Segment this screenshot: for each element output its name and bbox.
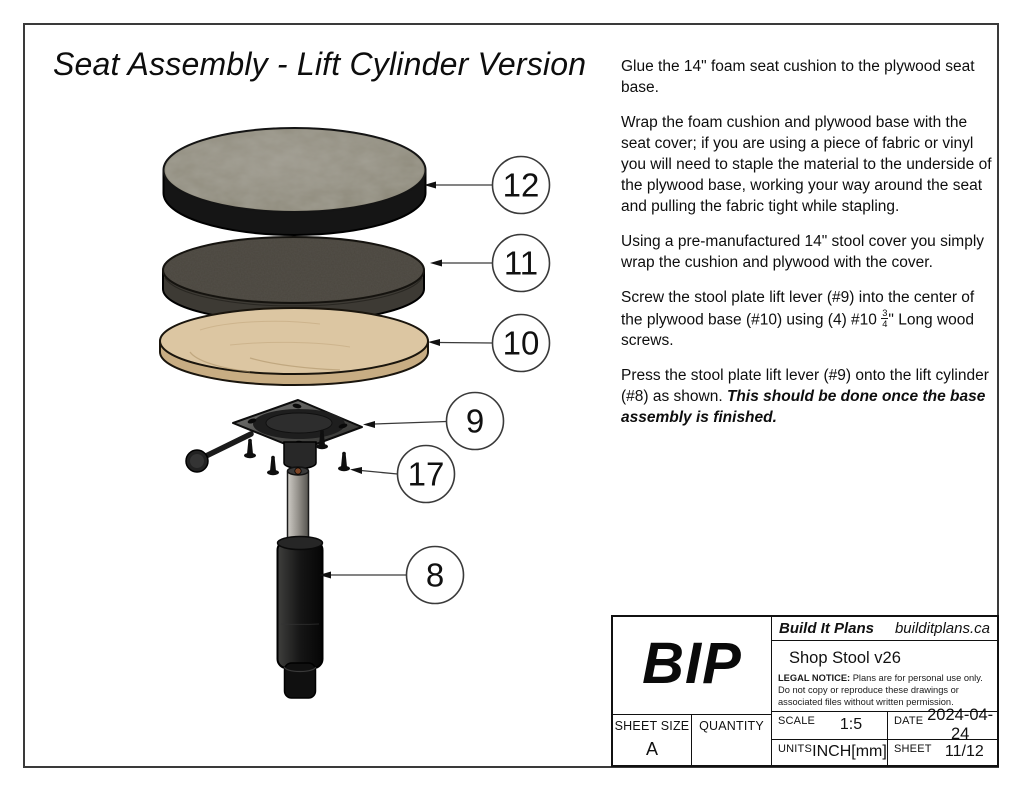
scale-date-row	[772, 706, 997, 744]
lever-rod	[206, 434, 251, 456]
cylinder-body	[278, 541, 323, 668]
scale-cell	[772, 712, 888, 739]
instruction-text: Wrap the foam cushion and plywood base with the seat cover; if you are using a piece of fabric or vinyl you will need to staple the material to the underside of the plywood base, working your way around the seat and pulling the fabric tight while stapling.	[621, 114, 992, 215]
fraction-denominator: 4	[882, 319, 888, 330]
date-cell	[888, 706, 997, 744]
piston-top-dot	[295, 468, 301, 474]
quantity-label: QUANTITY	[699, 719, 764, 733]
instruction-text: Using a pre-manufactured 14" stool cover you simply wrap the cushion and plywood with the cover.	[621, 233, 985, 271]
instruction-text-emphasis: This should be done once the base assembly is finished.	[621, 388, 986, 427]
company-website: builditplans.ca	[894, 620, 990, 638]
sheet-size-value: A	[645, 739, 658, 759]
callout-number-17: 17	[407, 455, 445, 493]
bip-logo: BIP	[642, 631, 742, 696]
fraction-numerator: 3	[882, 308, 888, 318]
units-value: INCH[mm]	[812, 743, 887, 761]
quantity-cell	[692, 715, 771, 765]
title-block-left-bottom	[613, 715, 771, 765]
leader-line-10	[439, 343, 493, 344]
callout-balloons	[398, 157, 550, 604]
project-cell	[772, 641, 997, 712]
lift-cylinder	[278, 467, 323, 698]
units-sheet-row	[772, 739, 997, 765]
lever-knob-face	[190, 454, 204, 468]
instruction-text: Screw the stool plate lift lever (#9) into the center of the plywood base (#10) using (4) #10	[621, 289, 975, 329]
sheet-label: SHEET	[894, 742, 932, 755]
screw	[244, 439, 256, 458]
project-name: Shop Stool v26	[789, 649, 901, 668]
foam-texture	[165, 239, 423, 302]
arrowhead-10	[428, 339, 440, 346]
instruction-text: Glue the 14" foam seat cushion to the plywood seat base.	[621, 58, 975, 96]
arrowhead-9	[363, 421, 375, 428]
cylinder-shoulder	[278, 537, 323, 550]
company-header-cell	[772, 617, 997, 641]
piston-rod	[288, 470, 309, 544]
units-label: UNITS	[778, 742, 812, 755]
callout-number-11: 11	[503, 244, 539, 282]
screw	[338, 452, 350, 471]
plate-hub	[284, 442, 316, 469]
seat-cover-disc	[164, 128, 426, 235]
date-value: 2024-04-24	[927, 706, 994, 744]
date-label: DATE	[894, 714, 924, 727]
scale-value: 1:5	[839, 716, 863, 734]
arrowhead-11	[430, 260, 442, 267]
company-name: Build It Plans	[779, 620, 875, 638]
sheet-title: Seat Assembly - Lift Cylinder Version	[53, 46, 587, 82]
title-block-left	[613, 617, 772, 765]
instruction-text: " Long wood screws.	[621, 311, 975, 350]
callout-number-12: 12	[502, 166, 540, 204]
scale-label: SCALE	[778, 714, 816, 727]
legal-notice-text: Plans are for personal use only. Do not copy or reproduce these drawings or associated files without written permission.	[778, 672, 983, 707]
logo-cell	[613, 617, 771, 715]
callout-number-9: 9	[465, 402, 485, 440]
sheet-size-label: SHEET SIZE	[614, 719, 690, 733]
title-block	[611, 615, 999, 767]
instruction-text: Press the stool plate lift lever (#9) onto the lift cylinder (#8) as shown.	[621, 367, 989, 406]
screw	[267, 456, 279, 475]
plywood-base-disc	[160, 308, 428, 385]
arrowhead-17	[350, 467, 362, 474]
legal-notice	[778, 672, 993, 708]
callout-number-8: 8	[425, 556, 445, 594]
leader-line-9	[374, 422, 447, 425]
leader-line-17	[361, 471, 398, 475]
legal-notice-label: LEGAL NOTICE:	[778, 672, 851, 683]
cylinder-base-tip	[285, 663, 316, 698]
sheet-size-cell	[613, 715, 692, 765]
callout-number-10: 10	[502, 324, 540, 362]
sheet-cell	[888, 740, 997, 765]
sheet-value: 11/12	[944, 743, 984, 761]
units-cell	[772, 740, 888, 765]
plywood-top	[160, 308, 428, 374]
seat-cover-texture	[166, 130, 424, 211]
title-block-right	[772, 617, 997, 765]
